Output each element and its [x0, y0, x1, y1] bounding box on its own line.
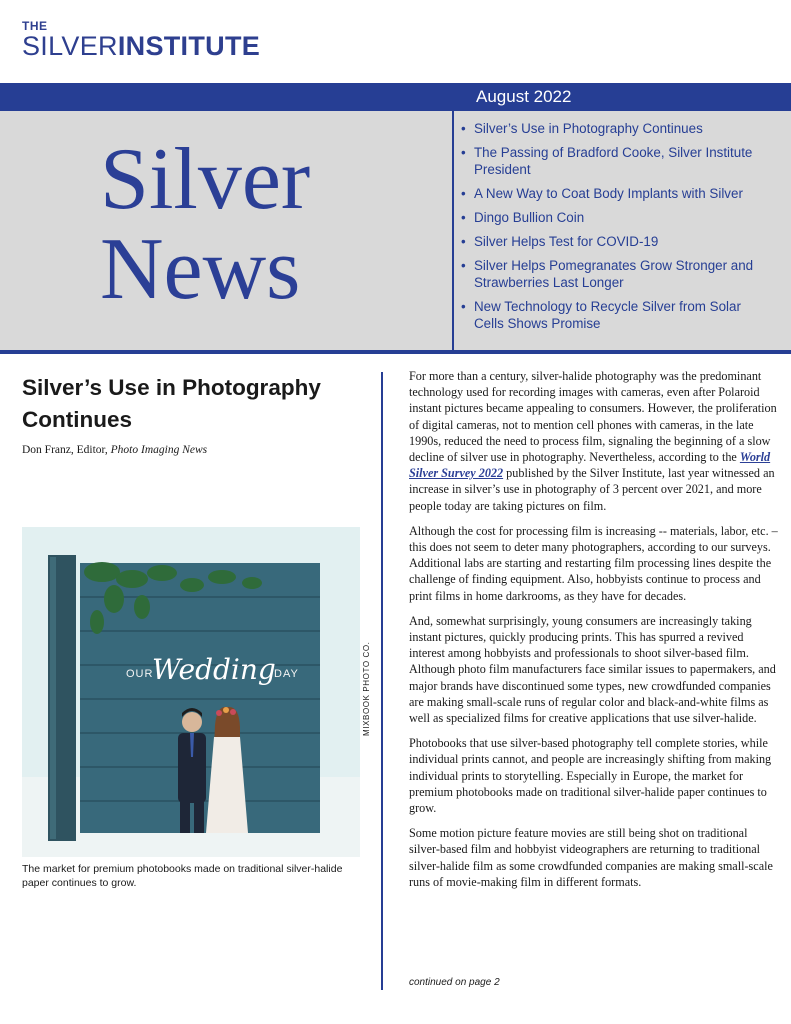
silver-institute-logo: [22, 20, 260, 60]
header-blue-bar: [0, 83, 791, 111]
table-of-contents: [460, 120, 760, 339]
toc-item[interactable]: [460, 298, 760, 332]
photo-caption: The market for premium photobooks made on traditional silver-halide paper continues to grow.: [22, 863, 343, 889]
masthead-bottom-rule: [0, 350, 791, 354]
bullet-icon: •: [461, 186, 466, 201]
toc-item[interactable]: [460, 257, 760, 291]
photobook-illustration: [22, 527, 360, 857]
toc-item-label: A New Way to Coat Body Implants with Silver: [474, 186, 743, 201]
masthead-line-2: News: [100, 221, 301, 318]
toc-item-label: New Technology to Recycle Silver from Solar Cells Shows Promise: [474, 299, 741, 331]
toc-item-label: The Passing of Bradford Cooke, Silver Institute President: [474, 145, 753, 177]
issue-date: August 2022: [476, 87, 572, 106]
bullet-icon: •: [461, 121, 466, 136]
continued-note: continued on page 2: [409, 977, 500, 988]
cover-text-day: DAY: [274, 668, 299, 680]
photobook-photo: [22, 527, 360, 857]
logo-institute: INSTITUTE: [117, 31, 261, 61]
toc-item[interactable]: [460, 120, 760, 137]
toc-item[interactable]: [460, 209, 760, 226]
toc-item[interactable]: [460, 233, 760, 250]
bullet-icon: •: [461, 299, 466, 314]
article-title: Silver’s Use in Photography Continues: [22, 375, 321, 432]
toc-item-label: Silver Helps Test for COVID-19: [474, 234, 659, 249]
bullet-icon: •: [461, 258, 466, 273]
masthead-divider: [452, 83, 454, 350]
paragraph: [409, 368, 779, 514]
column-divider: [381, 372, 383, 990]
toc-item[interactable]: [460, 185, 760, 202]
paragraph: Although the cost for processing film is increasing -- materials, labor, etc. – this does not seem to deter many photographers, according to our surveys. Additional labs are starting and restarting film processing lines despite the challenge of finding equipment. Also, hobbyists continue to process and print films in home darkrooms, as they have for decades.: [409, 523, 778, 603]
paragraph-text: published by the Silver Institute, last year witnessed an increase in silver’s use in photography of 3 percent over 2021, and more people today are taking pictures on film.: [409, 466, 775, 513]
cover-text-wedding: Wedding: [152, 653, 276, 686]
toc-item-label: Dingo Bullion Coin: [474, 210, 585, 225]
byline-publication: Photo Imaging News: [110, 444, 208, 456]
paragraph: And, somewhat surprisingly, young consumers are increasingly taking instant pictures, quickly producing prints. This has spurred a revived interest among hobbyists and professionals to shoot silver-based film. Although photo film manufacturers face similar issues to papermakers, and major brands have discontinued some types, new crowdfunded companies are making small-scale runs of regular color and black-and-white films as well as specialized films for creative applications that use silver-halide.: [409, 613, 776, 726]
toc-item-label: Silver’s Use in Photography Continues: [474, 121, 703, 136]
cover-text-our: OUR: [126, 668, 154, 680]
photo-credit: MIXBOOK PHOTO CO.: [362, 641, 371, 736]
logo-silver: SILVER: [22, 31, 118, 61]
byline: [22, 444, 207, 456]
paragraph-text: For more than a century, silver-halide photography was the predominant technology used for recording images with cameras, even after Polaroid instant pictures became appealing to consumers. However, the proliferation of digital cameras, not to mention cell phones with cameras, in the late 1990s, reduced the need to process film, signaling the beginning of a slow decline of silver use in photography. Nevertheless, according to the: [409, 369, 777, 465]
toc-item[interactable]: [460, 144, 760, 178]
world-silver-survey-link[interactable]: World Silver Survey 2022: [409, 450, 771, 481]
paragraph: Photobooks that use silver-based photography tell complete stories, while individual prints cannot, and people are increasingly shifting from making individual prints to storytelling. Especially in Europe, the market for premium photobooks made on traditional silver-halide paper continues to grow.: [409, 736, 772, 816]
toc-item-label: Silver Helps Pomegranates Grow Stronger and Strawberries Last Longer: [474, 258, 754, 290]
bullet-icon: •: [461, 210, 466, 225]
article-body: [409, 368, 779, 899]
logo-the: THE: [22, 19, 48, 33]
masthead-line-1: Silver: [100, 131, 311, 228]
bullet-icon: •: [461, 234, 466, 249]
logo-name: [22, 32, 260, 60]
masthead-title: [100, 131, 311, 318]
byline-name: Don Franz, Editor,: [22, 444, 108, 456]
bullet-icon: •: [461, 145, 466, 160]
paragraph: Some motion picture feature movies are still being shot on traditional silver-based film and hobbyist videographers are returning to traditional silver-halide film as some crowdfunded companies are making small-scale runs of movie-making film in different formats.: [409, 826, 773, 889]
